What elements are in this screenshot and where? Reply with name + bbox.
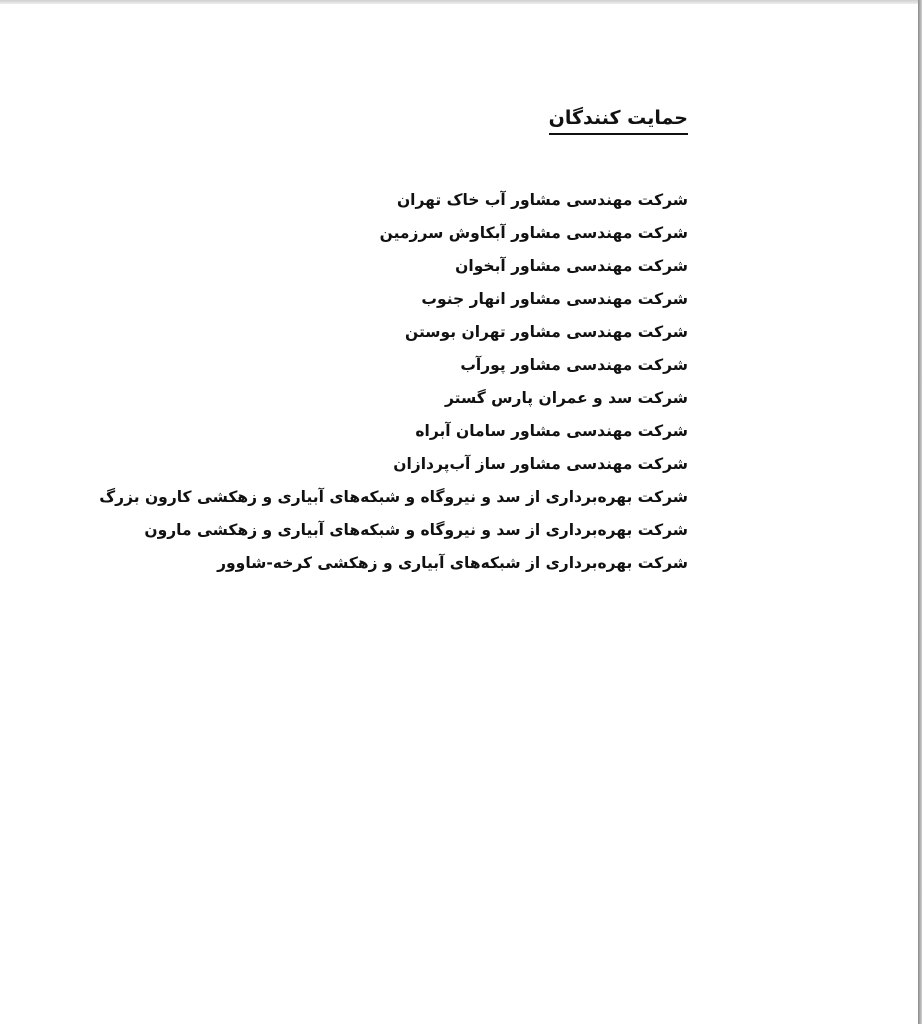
list-item: شرکت مهندسی مشاور آبخوان: [455, 257, 688, 275]
list-item: شرکت مهندسی مشاور پورآب: [460, 356, 688, 374]
list-item: شرکت مهندسی مشاور انهار جنوب: [421, 290, 688, 308]
list-item: شرکت بهره‌برداری از شبکه‌های آبیاری و زهکشی کرخه-شاوور: [217, 554, 688, 572]
list-item: شرکت بهره‌برداری از سد و نیروگاه و شبکه‌های آبیاری و زهکشی مارون: [144, 521, 688, 539]
list-item: شرکت مهندسی مشاور سامان آبراه: [415, 422, 688, 440]
list-item: شرکت مهندسی مشاور تهران بوستن: [405, 323, 688, 341]
list-item: شرکت مهندسی مشاور آب خاک تهران: [396, 191, 688, 209]
sponsor-list: [99, 184, 688, 580]
list-item: شرکت بهره‌برداری از سد و نیروگاه و شبکه‌های آبیاری و زهکشی کارون بزرگ: [99, 488, 688, 506]
document-page: [0, 4, 918, 1024]
list-item: شرکت مهندسی مشاور ساز آب‌پردازان: [393, 455, 688, 473]
page-heading: حمایت کنندگان: [549, 104, 688, 135]
list-item: شرکت سد و عمران پارس گستر: [445, 389, 688, 407]
list-item: شرکت مهندسی مشاور آبکاوش سرزمین: [379, 224, 688, 242]
page-edge-shadow: [918, 0, 922, 1024]
document-content: [99, 104, 688, 580]
